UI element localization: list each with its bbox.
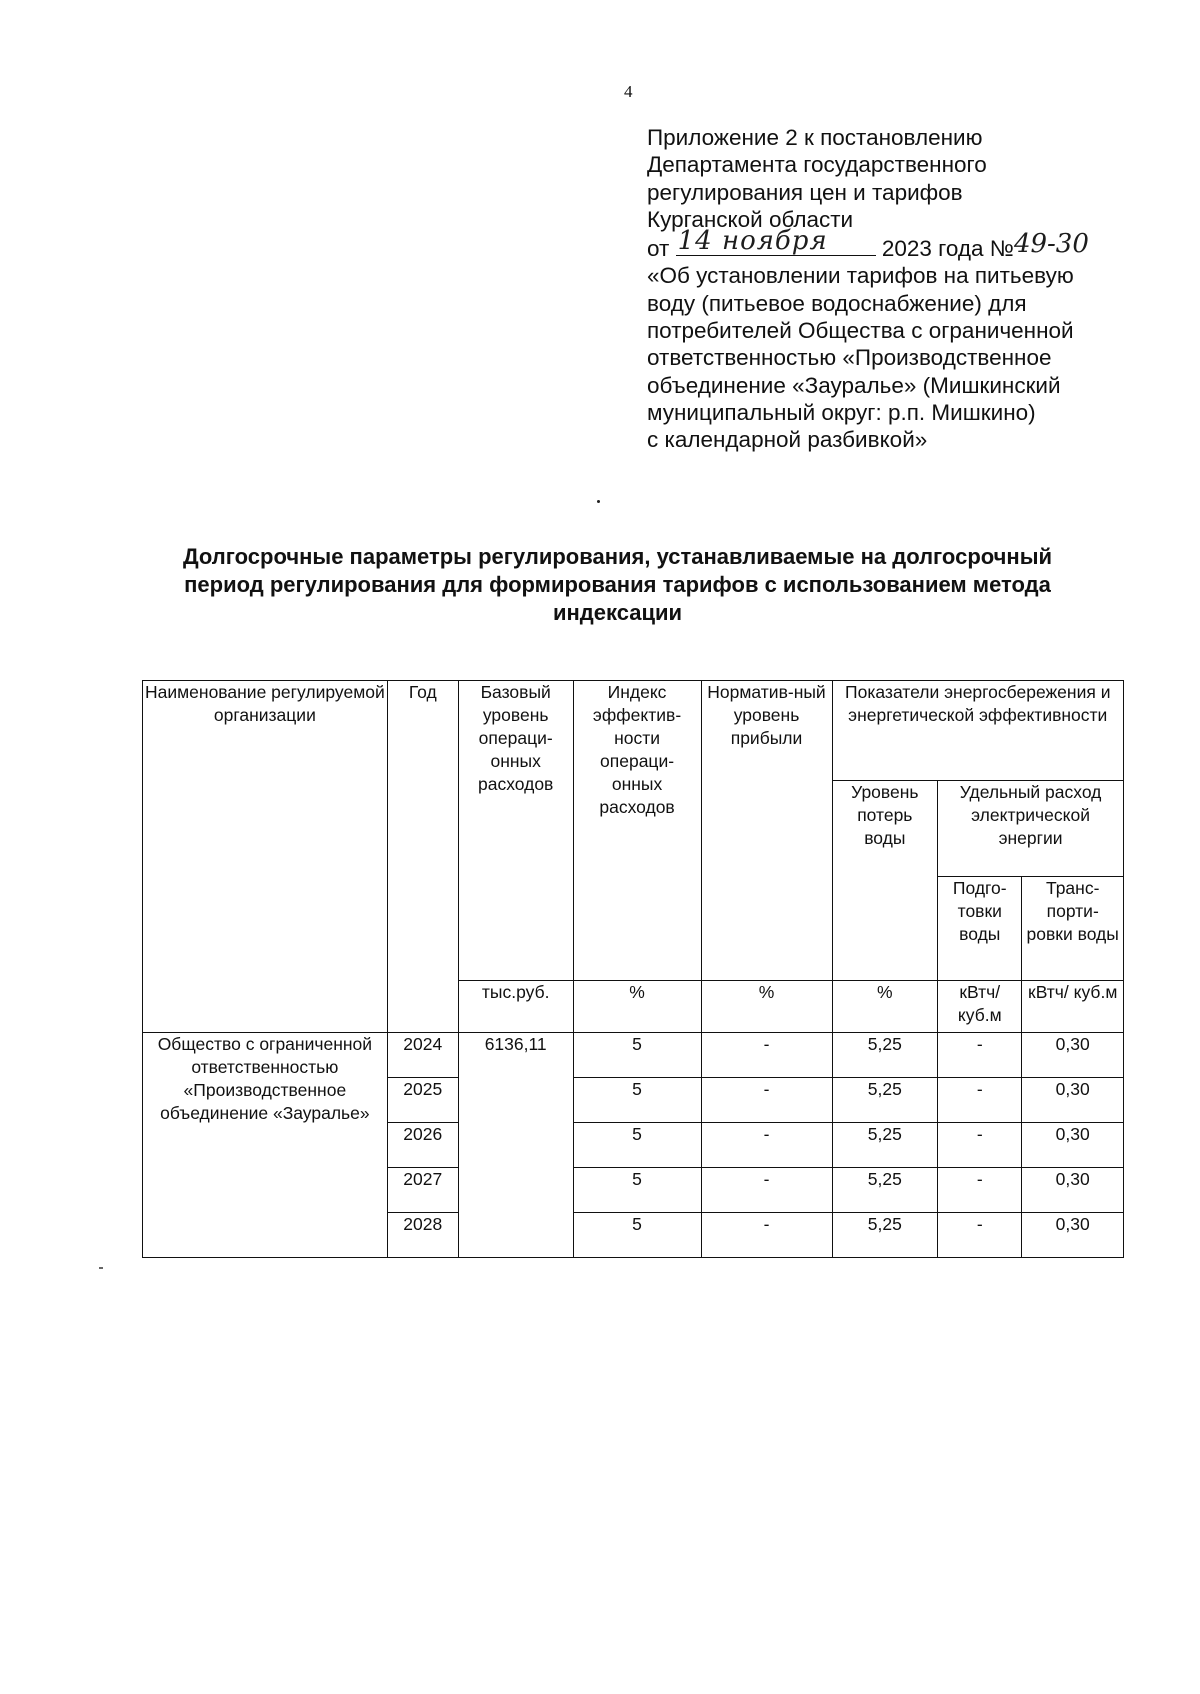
cell-loss: 5,25 [832, 1033, 938, 1078]
unit-preparation: кВтч/ куб.м [938, 981, 1022, 1033]
cell-year: 2027 [387, 1168, 458, 1213]
document-title-line: период регулирования для формирования тарифов с использованием метода [184, 572, 1051, 597]
date-blank [676, 225, 876, 256]
unit-efficiency-index: % [573, 981, 701, 1033]
cell-loss: 5,25 [832, 1123, 938, 1168]
cell-prep: - [938, 1078, 1022, 1123]
regulation-parameters-table [142, 680, 1124, 1258]
cell-loss: 5,25 [832, 1213, 938, 1258]
cell-index: 5 [573, 1213, 701, 1258]
cell-transport: 0,30 [1022, 1123, 1124, 1168]
header-transportation: Транс-порти-ровки воды [1022, 877, 1124, 981]
appendix-title-line: с календарной разбивкой» [647, 427, 928, 453]
header-water-loss: Уровень потерь воды [832, 781, 938, 981]
header-specific-consumption: Удельный расход электрической энергии [938, 781, 1124, 877]
unit-base-level: тыс.руб. [458, 981, 573, 1033]
scan-speck [597, 500, 600, 503]
document-title [110, 543, 1125, 627]
cell-year: 2024 [387, 1033, 458, 1078]
cell-loss: 5,25 [832, 1168, 938, 1213]
cell-profit: - [701, 1213, 832, 1258]
appendix-line: Департамента государственного [647, 152, 987, 178]
appendix-title-line: муниципальный округ: р.п. Мишкино) [647, 399, 1036, 425]
handwritten-date: 14 ноября [677, 225, 828, 256]
header-org-name: Наименование регулируемой организации [143, 681, 388, 1033]
header-normative-profit: Норматив-ный уровень прибыли [701, 681, 832, 981]
scan-speck [99, 1267, 103, 1269]
appendix-title-line: воду (питьевое водоснабжение) для [647, 290, 1027, 316]
appendix-block [647, 124, 1167, 454]
cell-transport: 0,30 [1022, 1168, 1124, 1213]
unit-normative-profit: % [701, 981, 832, 1033]
cell-transport: 0,30 [1022, 1033, 1124, 1078]
cell-transport: 0,30 [1022, 1078, 1124, 1123]
cell-year: 2025 [387, 1078, 458, 1123]
cell-profit: - [701, 1168, 832, 1213]
appendix-title-line: потребителей Общества с ограниченной [647, 318, 1074, 344]
date-prefix: от [647, 236, 670, 262]
cell-index: 5 [573, 1123, 701, 1168]
appendix-title-line: объединение «Зауралье» (Мишкинский [647, 372, 1061, 398]
document-title-line: Долгосрочные параметры регулирования, устанавливаемые на долгосрочный [182, 544, 1053, 569]
header-preparation: Подго-товки воды [938, 877, 1022, 981]
cell-prep: - [938, 1123, 1022, 1168]
appendix-title-line: ответственностью «Производственное [647, 345, 1052, 371]
cell-profit: - [701, 1078, 832, 1123]
appendix-line: регулирования цен и тарифов [647, 179, 963, 205]
cell-organization: Общество с ограниченной ответственностью «Производственное объединение «Зауралье» [143, 1033, 388, 1258]
table-row [143, 1033, 1124, 1078]
cell-profit: - [701, 1123, 832, 1168]
cell-year: 2026 [387, 1123, 458, 1168]
cell-transport: 0,30 [1022, 1213, 1124, 1258]
cell-loss: 5,25 [832, 1078, 938, 1123]
header-energy-indicators: Показатели энергосбережения и энергетической эффективности [832, 681, 1123, 781]
header-base-level: Базовый уровень операци-онных расходов [458, 681, 573, 981]
cell-prep: - [938, 1168, 1022, 1213]
unit-water-loss: % [832, 981, 938, 1033]
unit-transportation: кВтч/ куб.м [1022, 981, 1124, 1033]
document-title-line: индексации [552, 600, 683, 625]
cell-prep: - [938, 1213, 1022, 1258]
appendix-line: Курганской области [647, 206, 854, 232]
year-text: 2023 года № [881, 236, 1014, 262]
cell-base-level: 6136,11 [458, 1033, 573, 1258]
cell-index: 5 [573, 1078, 701, 1123]
handwritten-number: 49-30 [1013, 229, 1089, 260]
header-year: Год [387, 681, 458, 1033]
cell-index: 5 [573, 1168, 701, 1213]
cell-profit: - [701, 1033, 832, 1078]
cell-index: 5 [573, 1033, 701, 1078]
cell-prep: - [938, 1033, 1022, 1078]
appendix-line: Приложение 2 к постановлению [647, 125, 983, 150]
cell-year: 2028 [387, 1213, 458, 1258]
page-number: 4 [624, 82, 633, 101]
appendix-title-line: «Об установлении тарифов на питьевую [647, 263, 1074, 289]
appendix-date-line [647, 225, 1167, 262]
header-efficiency-index: Индекс эффектив-ности операци-онных расходов [573, 681, 701, 981]
